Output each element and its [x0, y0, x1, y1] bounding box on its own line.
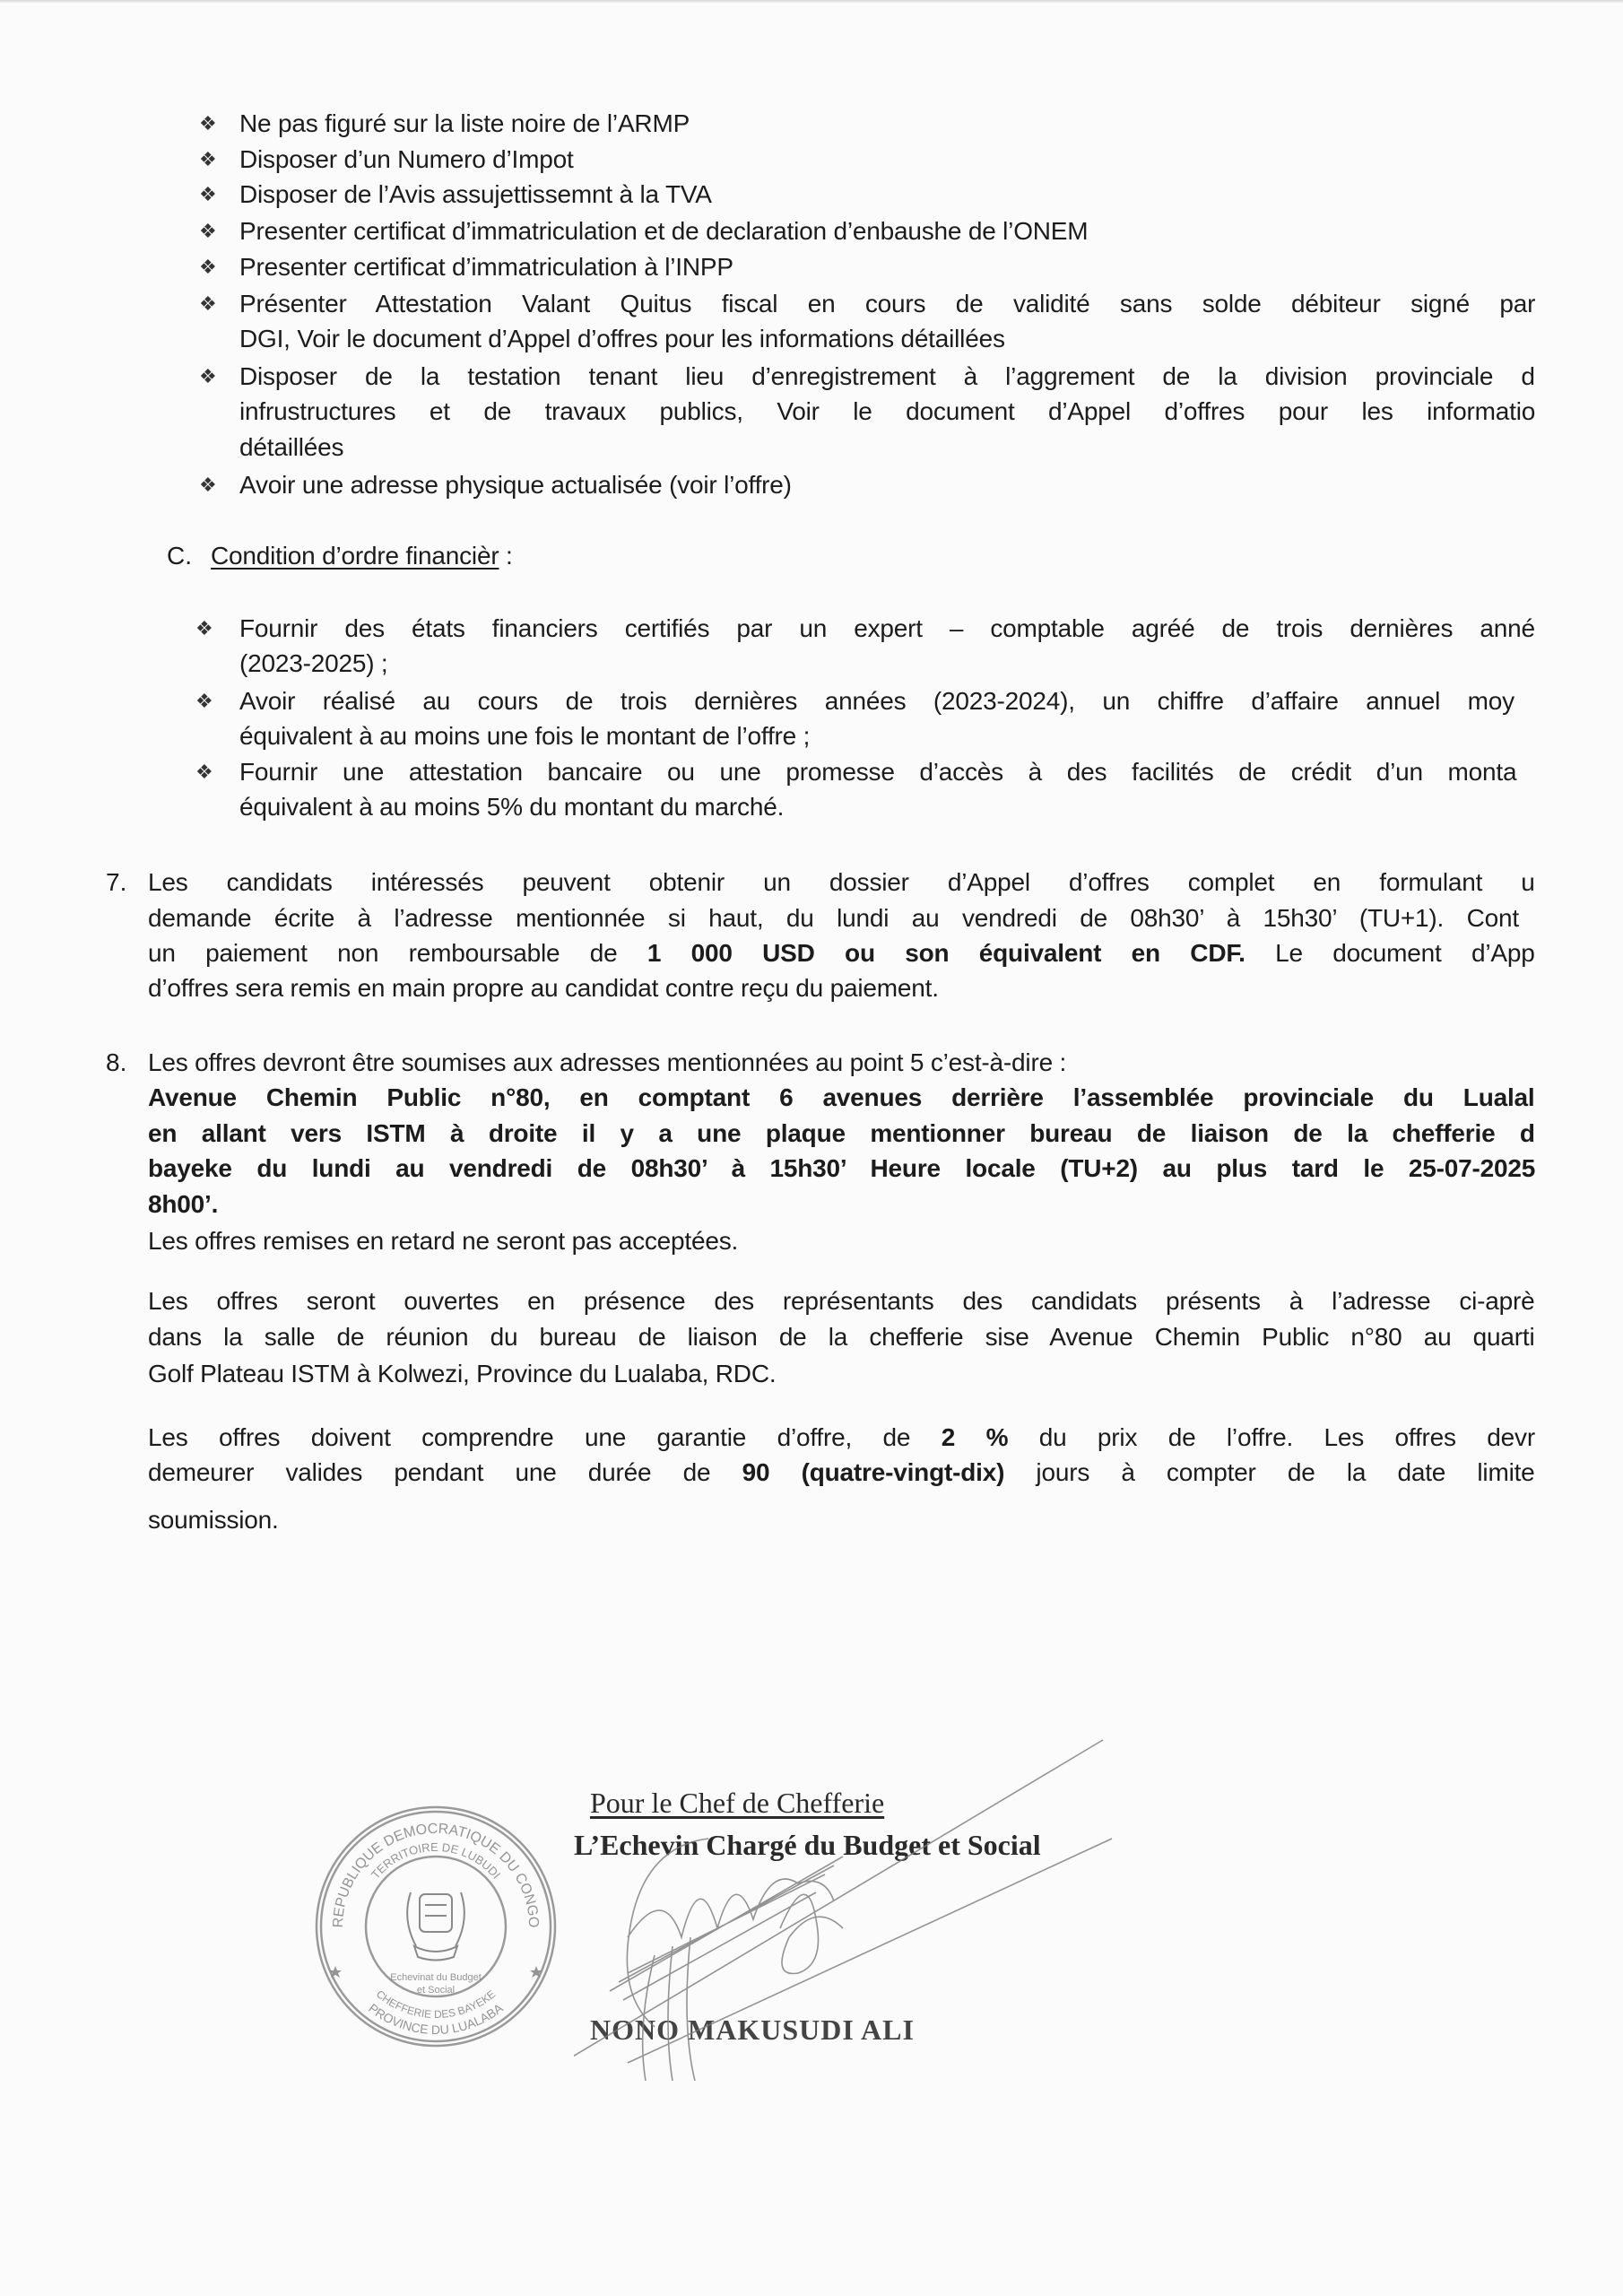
text-run: Les candidats intéressés peuvent obtenir un dossier d’Appel d’offres complet en formulant u — [148, 868, 1535, 896]
stamp-outer-text: REPUBLIQUE DEMOCRATIQUE DU CONGO — [330, 1821, 542, 1928]
requirement-item — [239, 177, 712, 213]
item-8-number: 8. — [106, 1048, 127, 1076]
item-8-line — [148, 1080, 1535, 1116]
text-run: d’offres sera remis en main propre au candidat contre reçu du paiement. — [148, 974, 939, 1002]
text-run: Fournir une attestation bancaire ou une promesse d’accès à des facilités de crédit d’un monta — [239, 758, 1517, 786]
text-run: un paiement non remboursable de — [148, 939, 647, 967]
financial-condition-item — [239, 683, 1515, 719]
text-run: équivalent à au moins 5% du montant du marché. — [239, 793, 785, 821]
text-run: Le document d’App — [1245, 939, 1535, 967]
text-run: (2023-2025) ; — [239, 649, 388, 677]
text-run: Presenter certificat d’immatriculation à l’INPP — [239, 253, 733, 281]
text-run: demande écrite à l’adresse mentionnée si haut, du lundi au vendredi de 08h30’ à 15h30’ (TU+1). Cont — [148, 904, 1519, 932]
financial-condition-item — [239, 754, 1516, 790]
scan-edge — [0, 0, 1623, 4]
signatory-name: NONO MAKUSUDI ALI — [590, 2013, 915, 2046]
requirement-item — [239, 430, 343, 465]
requirement-item — [239, 321, 1005, 357]
item-8-line — [148, 1116, 1535, 1152]
financial-condition-item — [239, 718, 810, 754]
section-c-title: Condition d’ordre financièr — [211, 542, 499, 570]
text-run: Disposer de la testation tenant lieu d’enregistrement à l’aggrement de la division provinciale d — [239, 362, 1535, 390]
text-run: Golf Plateau ISTM à Kolwezi, Province du Lualaba, RDC. — [148, 1360, 777, 1387]
guarantee-paragraph-line — [148, 1455, 1535, 1491]
text-run: Présenter Attestation Valant Quitus fiscal en cours de validité sans solde débiteur signé par — [239, 290, 1536, 317]
bullet-diamond-icon: ❖ — [199, 474, 217, 496]
guarantee-paragraph-line — [148, 1420, 1535, 1456]
financial-condition-item — [239, 611, 1535, 647]
text-run: Les offres remises en retard ne seront pas acceptées. — [148, 1227, 739, 1255]
item-7-line — [148, 865, 1535, 900]
signature-for-text: Pour le Chef de Chefferie — [590, 1787, 885, 1819]
guarantee-paragraph-line — [148, 1502, 279, 1538]
opening-paragraph-line — [148, 1319, 1535, 1355]
bullet-diamond-icon: ❖ — [195, 761, 213, 783]
signature-title: L’Echevin Chargé du Budget et Social — [574, 1829, 1041, 1861]
item-8-line — [148, 1151, 1535, 1187]
requirement-item — [239, 394, 1535, 430]
requirement-item — [239, 359, 1535, 395]
bullet-diamond-icon: ❖ — [195, 617, 213, 639]
text-run: jours à compter de la date limite — [1004, 1458, 1535, 1486]
stamp-center-line2: et Social — [416, 1985, 456, 1996]
bold-text: 2 % — [941, 1423, 1009, 1451]
text-run: soumission. — [148, 1506, 279, 1534]
requirement-item — [239, 467, 792, 503]
text-run: équivalent à au moins une fois le montant de l’offre ; — [239, 722, 811, 750]
stamp-bottom-outer: PROVINCE DU LUALABA — [366, 2000, 506, 2037]
stamp-inner-text: TERRITOIRE DE LUBUDI — [368, 1839, 504, 1882]
text-run: DGI, Voir le document d’Appel d’offres pour les informations détaillées — [239, 325, 1005, 352]
financial-condition-item — [239, 789, 784, 825]
item-8-line — [148, 1045, 1066, 1081]
bullet-diamond-icon: ❖ — [199, 256, 217, 278]
bullet-diamond-icon: ❖ — [199, 292, 217, 315]
item-7-line — [148, 935, 1535, 971]
bold-text: 8h00’. — [148, 1190, 219, 1218]
official-stamp — [314, 1805, 558, 2048]
item-7-line — [148, 970, 939, 1006]
financial-condition-item — [239, 646, 388, 682]
text-run: Les offres doivent comprendre une garantie d’offre, de — [148, 1423, 942, 1451]
requirement-item — [239, 286, 1535, 322]
bold-text: 90 (quatre-vingt-dix) — [742, 1458, 1005, 1486]
text-run: Ne pas figuré sur la liste noire de l’ARMP — [239, 109, 690, 137]
bullet-diamond-icon: ❖ — [199, 183, 217, 205]
opening-paragraph-line — [148, 1356, 776, 1392]
requirement-item — [239, 142, 574, 178]
text-run: dans la salle de réunion du bureau de liaison de la chefferie sise Avenue Chemin Public n°80 au quarti — [148, 1323, 1535, 1351]
item-7-line — [148, 900, 1519, 936]
bold-text: bayeke du lundi au vendredi de 08h30’ à 15h30’ Heure locale (TU+2) au plus tard le 25-07-2025 — [148, 1154, 1536, 1182]
text-run: Disposer de l’Avis assujettissemnt à la TVA — [239, 180, 712, 208]
requirement-item — [239, 249, 733, 285]
handwritten-signature — [574, 1722, 1130, 2135]
text-run: Presenter certificat d’immatriculation et de declaration d’enbaushe de l’ONEM — [239, 217, 1089, 245]
bullet-diamond-icon: ❖ — [199, 112, 217, 135]
item-8-line — [148, 1187, 218, 1222]
bullet-diamond-icon: ❖ — [199, 148, 217, 170]
section-c-label: C. — [167, 542, 192, 570]
stamp-bottom-inner: CHEFFERIE DES BAYEKE — [373, 1987, 499, 2022]
text-run: Avoir une adresse physique actualisée (voir l’offre) — [239, 471, 792, 499]
text-run: Les offres seront ouvertes en présence des représentants des candidats présents à l’adresse ci-aprè — [148, 1287, 1535, 1315]
section-c-colon: : — [499, 542, 513, 570]
bullet-diamond-icon: ❖ — [199, 220, 217, 242]
text-run: Les offres devront être soumises aux adresses mentionnées au point 5 c’est-à-dire : — [148, 1048, 1067, 1076]
text-run: du prix de l’offre. Les offres devr — [1008, 1423, 1535, 1451]
bold-text: Avenue Chemin Public n°80, en comptant 6 avenues derrière l’assemblée provinciale du Lualal — [148, 1083, 1535, 1111]
item-7-number: 7. — [106, 868, 127, 896]
bold-text: 1 000 USD ou son équivalent en CDF. — [647, 939, 1245, 967]
bold-text: en allant vers ISTM à droite il y a une plaque mentionner bureau de liaison de la chefferie d — [148, 1119, 1535, 1147]
text-run: infrustructures et de travaux publics, Voir le document d’Appel d’offres pour les informatio — [239, 397, 1536, 425]
text-run: demeurer valides pendant une durée de — [148, 1458, 742, 1486]
item-8-line — [148, 1223, 738, 1259]
text-run: détaillées — [239, 433, 344, 461]
coat-of-arms-icon — [407, 1892, 464, 1961]
text-run: Fournir des états financiers certifiés par un expert – comptable agréé de trois dernières anné — [239, 614, 1535, 642]
requirement-item — [239, 213, 1088, 249]
stamp-center-line1: Echevinat du Budget — [390, 1972, 482, 1983]
bullet-diamond-icon: ❖ — [195, 690, 213, 712]
section-c-heading — [211, 538, 513, 574]
opening-paragraph-line — [148, 1283, 1535, 1319]
requirement-item — [239, 106, 690, 142]
text-run: Avoir réalisé au cours de trois dernières années (2023-2024), un chiffre d’affaire annuel moy — [239, 687, 1515, 715]
bullet-diamond-icon: ❖ — [199, 365, 217, 387]
text-run: Disposer d’un Numero d’Impot — [239, 145, 574, 173]
